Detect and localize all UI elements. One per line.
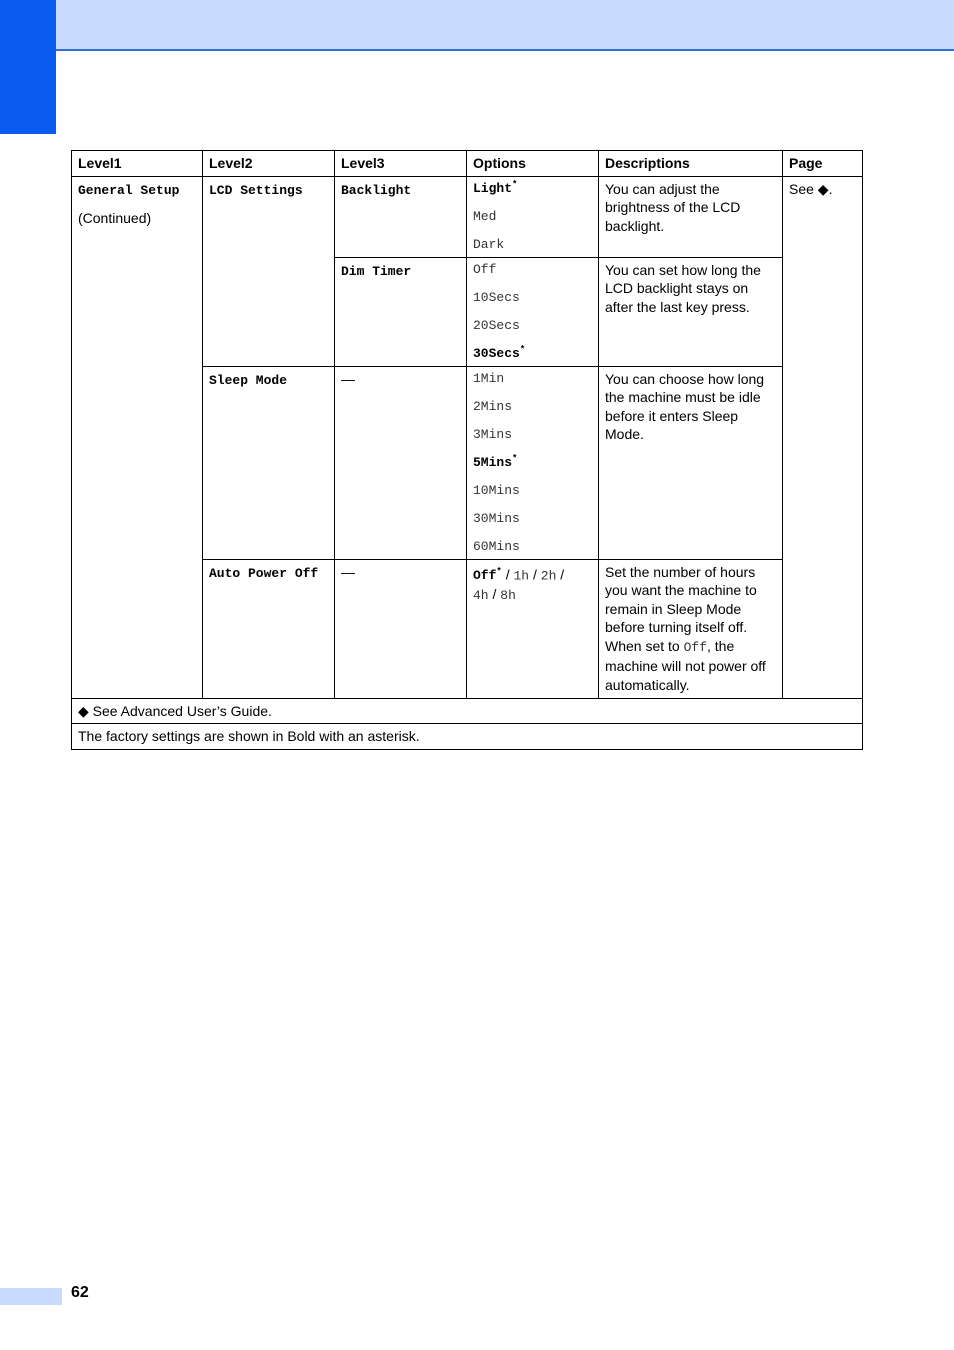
option-item: Med [473, 208, 497, 224]
header-level1: Level1 [72, 151, 203, 177]
header-options: Options [467, 151, 599, 177]
page-cell [783, 176, 863, 698]
option-item: 2Mins [473, 398, 513, 414]
level2-label: Sleep Mode [209, 372, 288, 388]
options-cell-auto-power-off: Off* / 1h / 2h / 4h / 8h [467, 559, 599, 698]
level2-cell-lcd [203, 176, 335, 366]
options-cell-backlight [467, 176, 599, 257]
level3-label: Dim Timer [341, 263, 412, 279]
option-item: 60Mins [473, 538, 520, 554]
level2-label: LCD Settings [209, 182, 303, 198]
option-item: 30Mins [473, 510, 520, 526]
footnote-advanced: ◆ See Advanced User’s Guide. [72, 698, 863, 724]
option-item: Off [473, 261, 497, 277]
header-band [0, 0, 954, 51]
footnote-factory: The factory settings are shown in Bold with an asterisk. [72, 724, 863, 750]
options-cell-dim-timer [467, 257, 599, 366]
level2-cell-auto-power-off [203, 559, 335, 698]
level3-label: Backlight [341, 182, 412, 198]
level3-cell-dim-timer [335, 257, 467, 366]
option-item: 30Secs* [473, 344, 526, 361]
option-item: Off* [473, 566, 502, 583]
description-sleep-mode: You can choose how long the machine must be idle before it enters Sleep Mode. [599, 366, 783, 559]
header-descriptions: Descriptions [599, 151, 783, 177]
option-item: 8h [500, 588, 516, 604]
level1-continued: (Continued) [78, 210, 152, 226]
option-item: 1h [513, 567, 530, 583]
page-number: 62 [71, 1284, 89, 1301]
option-item: 10Secs [473, 289, 520, 305]
header-page: Page [783, 151, 863, 177]
option-item: 3Mins [473, 426, 513, 442]
level2-label: Auto Power Off [209, 565, 319, 581]
options-cell-sleep-mode [467, 366, 599, 559]
settings-table [71, 150, 863, 750]
level1-cell [72, 176, 203, 698]
table-row [72, 698, 863, 724]
description-backlight: You can adjust the brightness of the LCD backlight. [599, 176, 783, 257]
level1-label: General Setup [78, 182, 180, 198]
table-row [72, 176, 863, 257]
description-dim-timer: You can set how long the LCD backlight stays on after the last key press. [599, 257, 783, 366]
option-item: 2h [540, 567, 557, 583]
option-item: 1Min [473, 370, 505, 386]
description-auto-power-off: Set the number of hours you want the machine to remain in Sleep Mode before turning itself off. When set to Off, the machine will not power off automatically. [599, 559, 783, 698]
option-item: 4h [473, 588, 489, 604]
table-row [72, 724, 863, 750]
option-item: 20Secs [473, 317, 520, 333]
page-reference: See ◆. [789, 180, 833, 197]
page-number-tab [0, 1288, 62, 1305]
option-item: Dark [473, 236, 505, 252]
option-item: 5Mins* [473, 453, 518, 470]
table-header-row [72, 151, 863, 177]
header-level3: Level3 [335, 151, 467, 177]
level3-cell-sleep-mode: — [335, 366, 467, 559]
chapter-tab [0, 0, 56, 134]
level2-cell-sleep-mode [203, 366, 335, 559]
level3-cell-auto-power-off: — [335, 559, 467, 698]
option-item: Light* [473, 179, 518, 196]
option-item: 10Mins [473, 482, 520, 498]
level3-cell-backlight [335, 176, 467, 257]
header-level2: Level2 [203, 151, 335, 177]
